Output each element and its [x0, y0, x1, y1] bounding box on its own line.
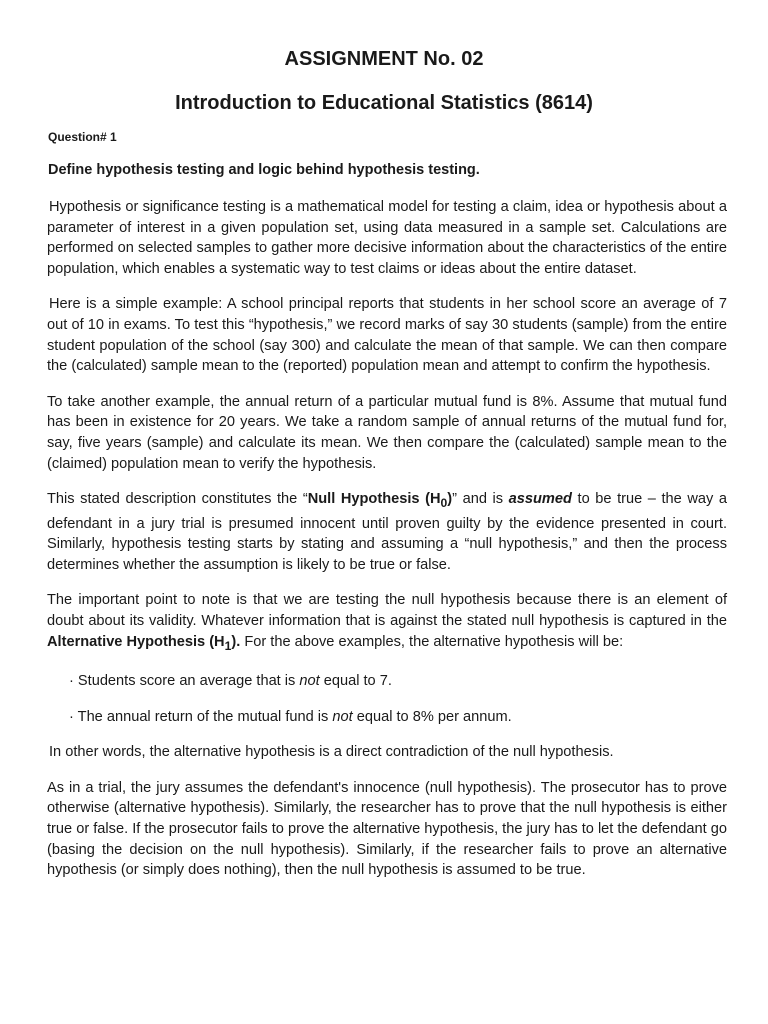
paragraph-3: To take another example, the annual return of a particular mutual fund is 8%. Assume that mutual fund has been in existence for 20 years. We take a random sample of annual returns of the mutual fund for, say, five years (sample) and calculate its mean. We then compare the (calculated) sample mean to the (claimed) population mean to verify the hypothesis.	[47, 393, 727, 472]
alternative-hypothesis-term: Alternative Hypothesis $(H_1)$.	[47, 633, 241, 653]
bullet-item-1: · Students score an average that is not equal to 7.	[69, 673, 392, 690]
paragraph-2: Here is a simple example: A school principal reports that students in her school score an average of 7 out of 10 in exams. To test this “hypothesis,” we record marks of say 30 students (sample) from the entire student population of the school (say 300) and calculate the mean of that sample. We can then compare the (calculated) sample mean to the (reported) population mean and attempt to confirm the hypothesis.	[47, 296, 727, 375]
assignment-title: ASSIGNMENT No. 02	[284, 48, 484, 70]
course-title: Introduction to Educational Statistics (8614)	[175, 92, 593, 114]
question-text: Define hypothesis testing and logic behind hypothesis testing.	[48, 162, 480, 178]
question-label: Question# 1	[48, 130, 117, 144]
paragraph-4: This stated description constitutes the “Null Hypothesis $(H_0)$” and is assumed to be true – the way a defendant in a jury trial is presumed innocent until proven guilty by the evidence presented in court. Similarly, hypothesis testing starts by stating and assuming a “null hypothesis,” and then the process determines whether the assumption is likely to be true or false.	[47, 491, 728, 573]
answer-body	[47, 197, 727, 896]
paragraph-5: The important point to note is that we are testing the null hypothesis because there is an element of doubt about its validity. Whatever information that is against the stated null hypothesis is captured in the Alternative Hypothesis $(H_1)$. For the above examples, the alternative hypothesis will be:	[47, 592, 727, 653]
null-hypothesis-term: Null Hypothesis $(H_0)$	[307, 491, 453, 511]
bullet-item-2: · The annual return of the mutual fund is not equal to 8% per annum.	[69, 708, 512, 725]
paragraph-1: Hypothesis or significance testing is a mathematical model for testing a claim, idea or hypothesis about a parameter of interest in a given population set, using data measured in a sample set. Calculations are performed on selected samples to gather more decisive information about the characteristics of the entire population, which enables a systematic way to test claims or ideas about the entire dataset.	[47, 199, 727, 277]
paragraph-6: In other words, the alternative hypothesis is a direct contradiction of the null hypothesis.	[49, 744, 614, 761]
paragraph-7: As in a trial, the jury assumes the defendant's innocence (null hypothesis). The prosecutor has to prove otherwise (alternative hypothesis). Similarly, the researcher has to prove that the null hypothesis is either true or false. If the prosecutor fails to prove the alternative hypothesis, the jury has to let the defendant go (basing the decision on the null hypothesis). Similarly, if the researcher fails to prove an alternative hypothesis (or simply does nothing), then the null hypothesis is assumed to be true.	[47, 779, 727, 879]
